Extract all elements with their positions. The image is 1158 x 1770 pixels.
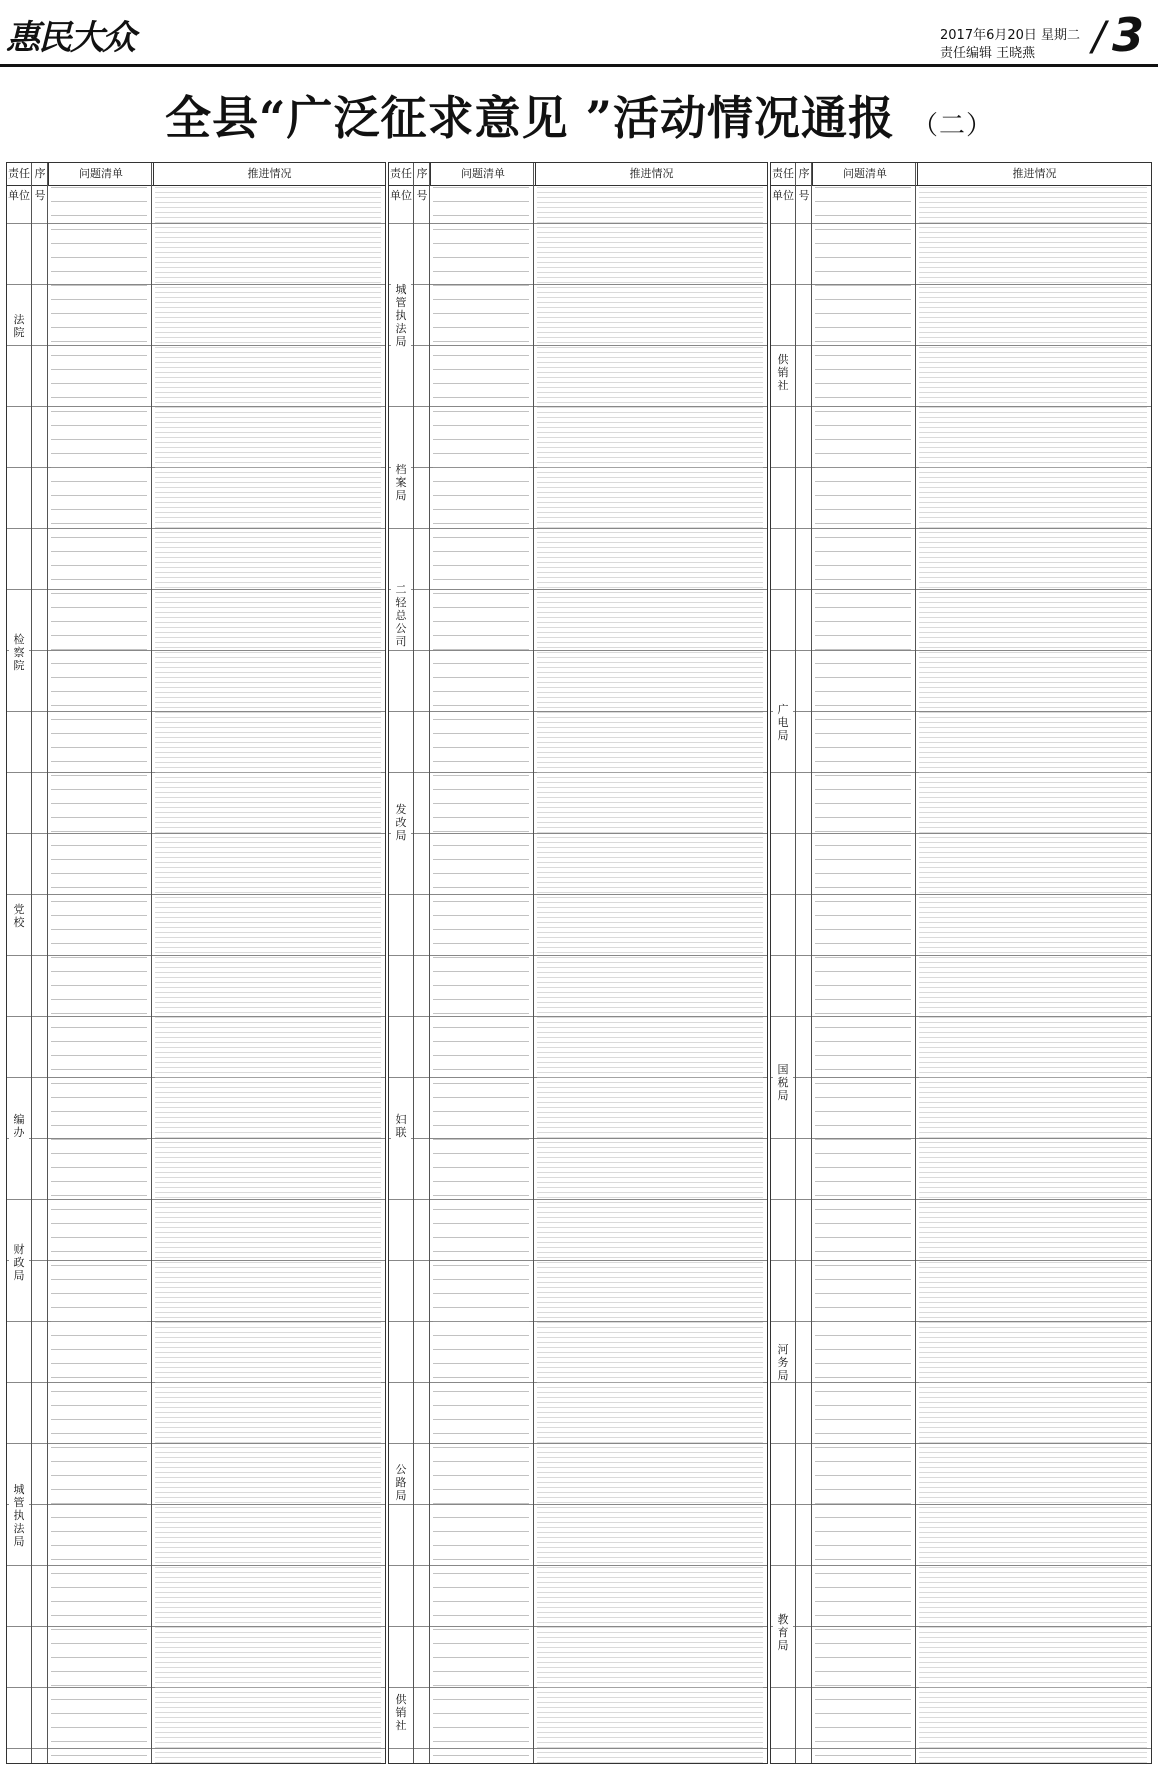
header-issue: 问题清单 <box>49 163 154 185</box>
table-column-2 <box>388 162 768 1764</box>
unit-label: 财政局 <box>9 1243 29 1282</box>
masthead-rule <box>0 64 1158 67</box>
unit-label: 检察院 <box>9 633 29 672</box>
article-title <box>0 82 1158 148</box>
header-progress: 推进情况 <box>1012 167 1057 180</box>
article-title-text: 全县“广泛征求意见 ”活动情况通报 <box>165 91 895 145</box>
newspaper-logo: 惠民大众 <box>6 18 134 58</box>
unit-label: 国税局 <box>773 1063 793 1102</box>
header-unit: 责任单位 <box>389 163 414 185</box>
unit-label: 法院 <box>9 313 29 339</box>
article-issue: （二） <box>911 111 993 141</box>
header-no: 序号 <box>414 163 431 185</box>
unit-label: 城管执法局 <box>9 1483 29 1548</box>
header-issue: 问题清单 <box>813 163 918 185</box>
unit-label: 供销社 <box>773 353 793 392</box>
table-header <box>389 163 767 202</box>
slash-glyph: / <box>1092 14 1106 60</box>
table-header <box>771 163 1151 202</box>
unit-label: 公路局 <box>391 1463 411 1502</box>
header-progress: 推进情况 <box>247 167 292 180</box>
header-no: 序号 <box>32 163 49 185</box>
unit-label: 发改局 <box>391 803 411 842</box>
unit-label: 供销社 <box>391 1693 411 1732</box>
masthead <box>0 0 1158 64</box>
unit-label: 二轻总公司 <box>391 583 411 648</box>
unit-label: 广电局 <box>773 703 793 742</box>
unit-label: 妇联 <box>391 1113 411 1139</box>
unit-label: 城管执法局 <box>391 283 411 348</box>
unit-label: 党校 <box>9 903 29 929</box>
editor-line: 责任编辑 王晓燕 <box>940 46 1036 61</box>
header-no: 序号 <box>796 163 813 185</box>
table-column-1 <box>6 162 386 1764</box>
header-issue: 问题清单 <box>431 163 536 185</box>
unit-label: 档案局 <box>391 463 411 502</box>
header-progress: 推进情况 <box>629 167 674 180</box>
unit-label: 教育局 <box>773 1613 793 1652</box>
page-number: 3 <box>1112 8 1145 62</box>
table-column-3 <box>770 162 1152 1764</box>
header-unit: 责任单位 <box>771 163 796 185</box>
header-unit: 责任单位 <box>7 163 32 185</box>
date-line: 2017年6月20日 星期二 <box>940 28 1081 43</box>
table-header <box>7 163 385 202</box>
unit-label: 河务局 <box>773 1343 793 1382</box>
unit-label: 编办 <box>9 1113 29 1139</box>
